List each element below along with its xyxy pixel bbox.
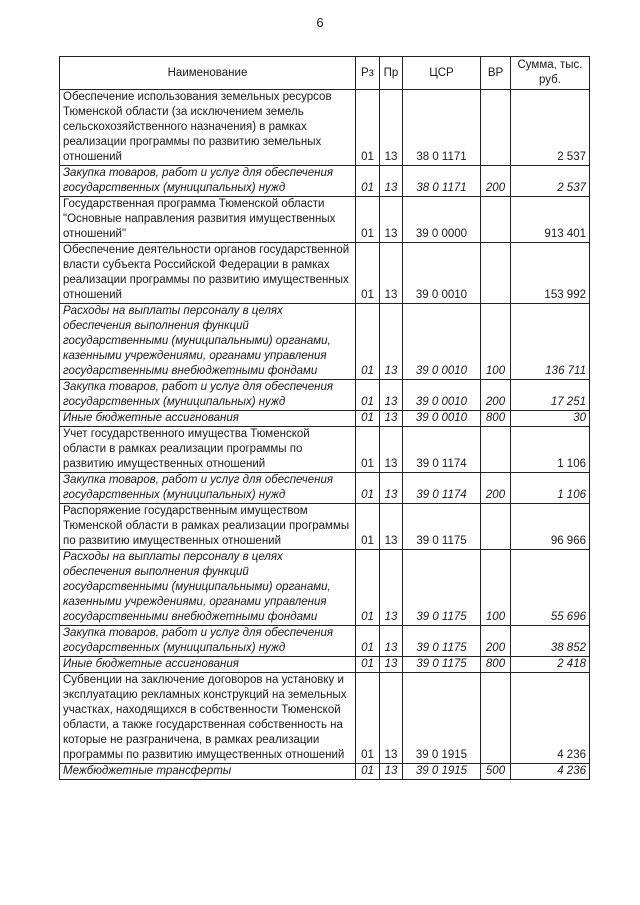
cell-sum: 2 418 [511,657,590,673]
cell-vr: 200 [481,380,511,411]
cell-csr: 39 0 1175 [403,504,481,550]
table-row [60,427,590,473]
cell-vr [481,90,511,166]
cell-pr: 13 [380,550,403,626]
header-pr: Пр [380,57,403,90]
cell-name: Расходы на выплаты персоналу в целях обеспечения выполнения функций государственными (муниципальными) органами, казенными учреждениями, органами управления государственными внебюджетными фондами [60,304,356,380]
cell-vr: 500 [481,764,511,780]
cell-csr: 39 0 1175 [403,626,481,657]
cell-vr [481,243,511,304]
header-sum: Сумма, тыс. руб. [511,57,590,90]
cell-name: Учет государственного имущества Тюменской области в рамках реализации программы по развитию имущественных отношений [60,427,356,473]
cell-rz: 01 [356,550,380,626]
cell-sum: 1 106 [511,473,590,504]
cell-name: Распоряжение государственным имуществом Тюменской области в рамках реализации программы по развитию имущественных отношений [60,504,356,550]
cell-pr: 13 [380,243,403,304]
cell-pr: 13 [380,197,403,243]
header-rz: Рз [356,57,380,90]
cell-name: Субвенции на заключение договоров на установку и эксплуатацию рекламных конструкций на земельных участках, находящихся в собственности Тюменской области, а также государственная собственность на которые не разграничена, в рамках реализации программы по развитию имущественных отношений [60,673,356,764]
cell-pr: 13 [380,166,403,197]
cell-csr: 39 0 1915 [403,764,481,780]
cell-pr: 13 [380,304,403,380]
cell-csr: 39 0 0000 [403,197,481,243]
cell-name: Закупка товаров, работ и услуг для обеспечения государственных (муниципальных) нужд [60,473,356,504]
cell-rz: 01 [356,380,380,411]
cell-csr: 38 0 1171 [403,166,481,197]
cell-pr: 13 [380,626,403,657]
table-row [60,473,590,504]
header-name: Наименование [60,57,356,90]
cell-name: Закупка товаров, работ и услуг для обеспечения государственных (муниципальных) нужд [60,380,356,411]
cell-csr: 38 0 1171 [403,90,481,166]
cell-vr: 200 [481,626,511,657]
cell-sum: 38 852 [511,626,590,657]
cell-name: Иные бюджетные ассигнования [60,411,356,427]
cell-rz: 01 [356,197,380,243]
table-row [60,90,590,166]
cell-csr: 39 0 1174 [403,427,481,473]
cell-rz: 01 [356,166,380,197]
page-number: 6 [316,15,324,30]
cell-rz: 01 [356,90,380,166]
cell-csr: 39 0 0010 [403,380,481,411]
cell-vr: 800 [481,411,511,427]
cell-csr: 39 0 0010 [403,411,481,427]
cell-vr: 100 [481,304,511,380]
cell-rz: 01 [356,427,380,473]
cell-name: Обеспечение использования земельных ресурсов Тюменской области (за исключением земель сельскохозяйственного назначения) в рамках реализации программы по развитию земельных отношений [60,90,356,166]
cell-sum: 4 236 [511,764,590,780]
cell-sum: 30 [511,411,590,427]
header-csr: ЦСР [403,57,481,90]
header-vr: ВР [481,57,511,90]
cell-rz: 01 [356,626,380,657]
cell-sum: 2 537 [511,90,590,166]
cell-name: Закупка товаров, работ и услуг для обеспечения государственных (муниципальных) нужд [60,166,356,197]
cell-sum: 4 236 [511,673,590,764]
cell-pr: 13 [380,473,403,504]
cell-rz: 01 [356,764,380,780]
table-row [60,657,590,673]
cell-sum: 1 106 [511,427,590,473]
cell-sum: 913 401 [511,197,590,243]
cell-pr: 13 [380,380,403,411]
cell-sum: 136 711 [511,304,590,380]
cell-name: Расходы на выплаты персоналу в целях обеспечения выполнения функций государственными (муниципальными) органами, казенными учреждениями, органами управления государственными внебюджетными фондами [60,550,356,626]
cell-vr: 200 [481,166,511,197]
cell-csr: 39 0 0010 [403,243,481,304]
cell-rz: 01 [356,243,380,304]
table-row [60,197,590,243]
cell-csr: 39 0 0010 [403,304,481,380]
cell-rz: 01 [356,304,380,380]
cell-csr: 39 0 1175 [403,657,481,673]
cell-rz: 01 [356,673,380,764]
table-row [60,380,590,411]
cell-pr: 13 [380,504,403,550]
cell-pr: 13 [380,657,403,673]
table-row [60,243,590,304]
cell-vr [481,197,511,243]
table-row [60,550,590,626]
table-row [60,411,590,427]
cell-pr: 13 [380,90,403,166]
cell-vr [481,427,511,473]
table-row [60,304,590,380]
cell-rz: 01 [356,473,380,504]
cell-rz: 01 [356,504,380,550]
cell-rz: 01 [356,657,380,673]
cell-pr: 13 [380,427,403,473]
cell-name: Иные бюджетные ассигнования [60,657,356,673]
cell-csr: 39 0 1915 [403,673,481,764]
cell-csr: 39 0 1175 [403,550,481,626]
cell-name: Закупка товаров, работ и услуг для обеспечения государственных (муниципальных) нужд [60,626,356,657]
cell-vr: 200 [481,473,511,504]
cell-pr: 13 [380,764,403,780]
cell-pr: 13 [380,411,403,427]
cell-sum: 153 992 [511,243,590,304]
cell-name: Межбюджетные трансферты [60,764,356,780]
table-row [60,673,590,764]
cell-vr: 800 [481,657,511,673]
budget-table [59,56,590,780]
table-header-row [60,57,590,90]
cell-sum: 96 966 [511,504,590,550]
table-row [60,626,590,657]
cell-vr [481,504,511,550]
cell-name: Государственная программа Тюменской области "Основные направления развития имущественных отношений" [60,197,356,243]
cell-vr [481,673,511,764]
cell-sum: 55 696 [511,550,590,626]
cell-rz: 01 [356,411,380,427]
cell-csr: 39 0 1174 [403,473,481,504]
cell-name: Обеспечение деятельности органов государственной власти субъекта Российской Федерации в рамках реализации программы по развитию имущественных отношений [60,243,356,304]
cell-pr: 13 [380,673,403,764]
cell-sum: 2 537 [511,166,590,197]
table-row [60,764,590,780]
cell-sum: 17 251 [511,380,590,411]
table-row [60,166,590,197]
cell-vr: 100 [481,550,511,626]
table-row [60,504,590,550]
